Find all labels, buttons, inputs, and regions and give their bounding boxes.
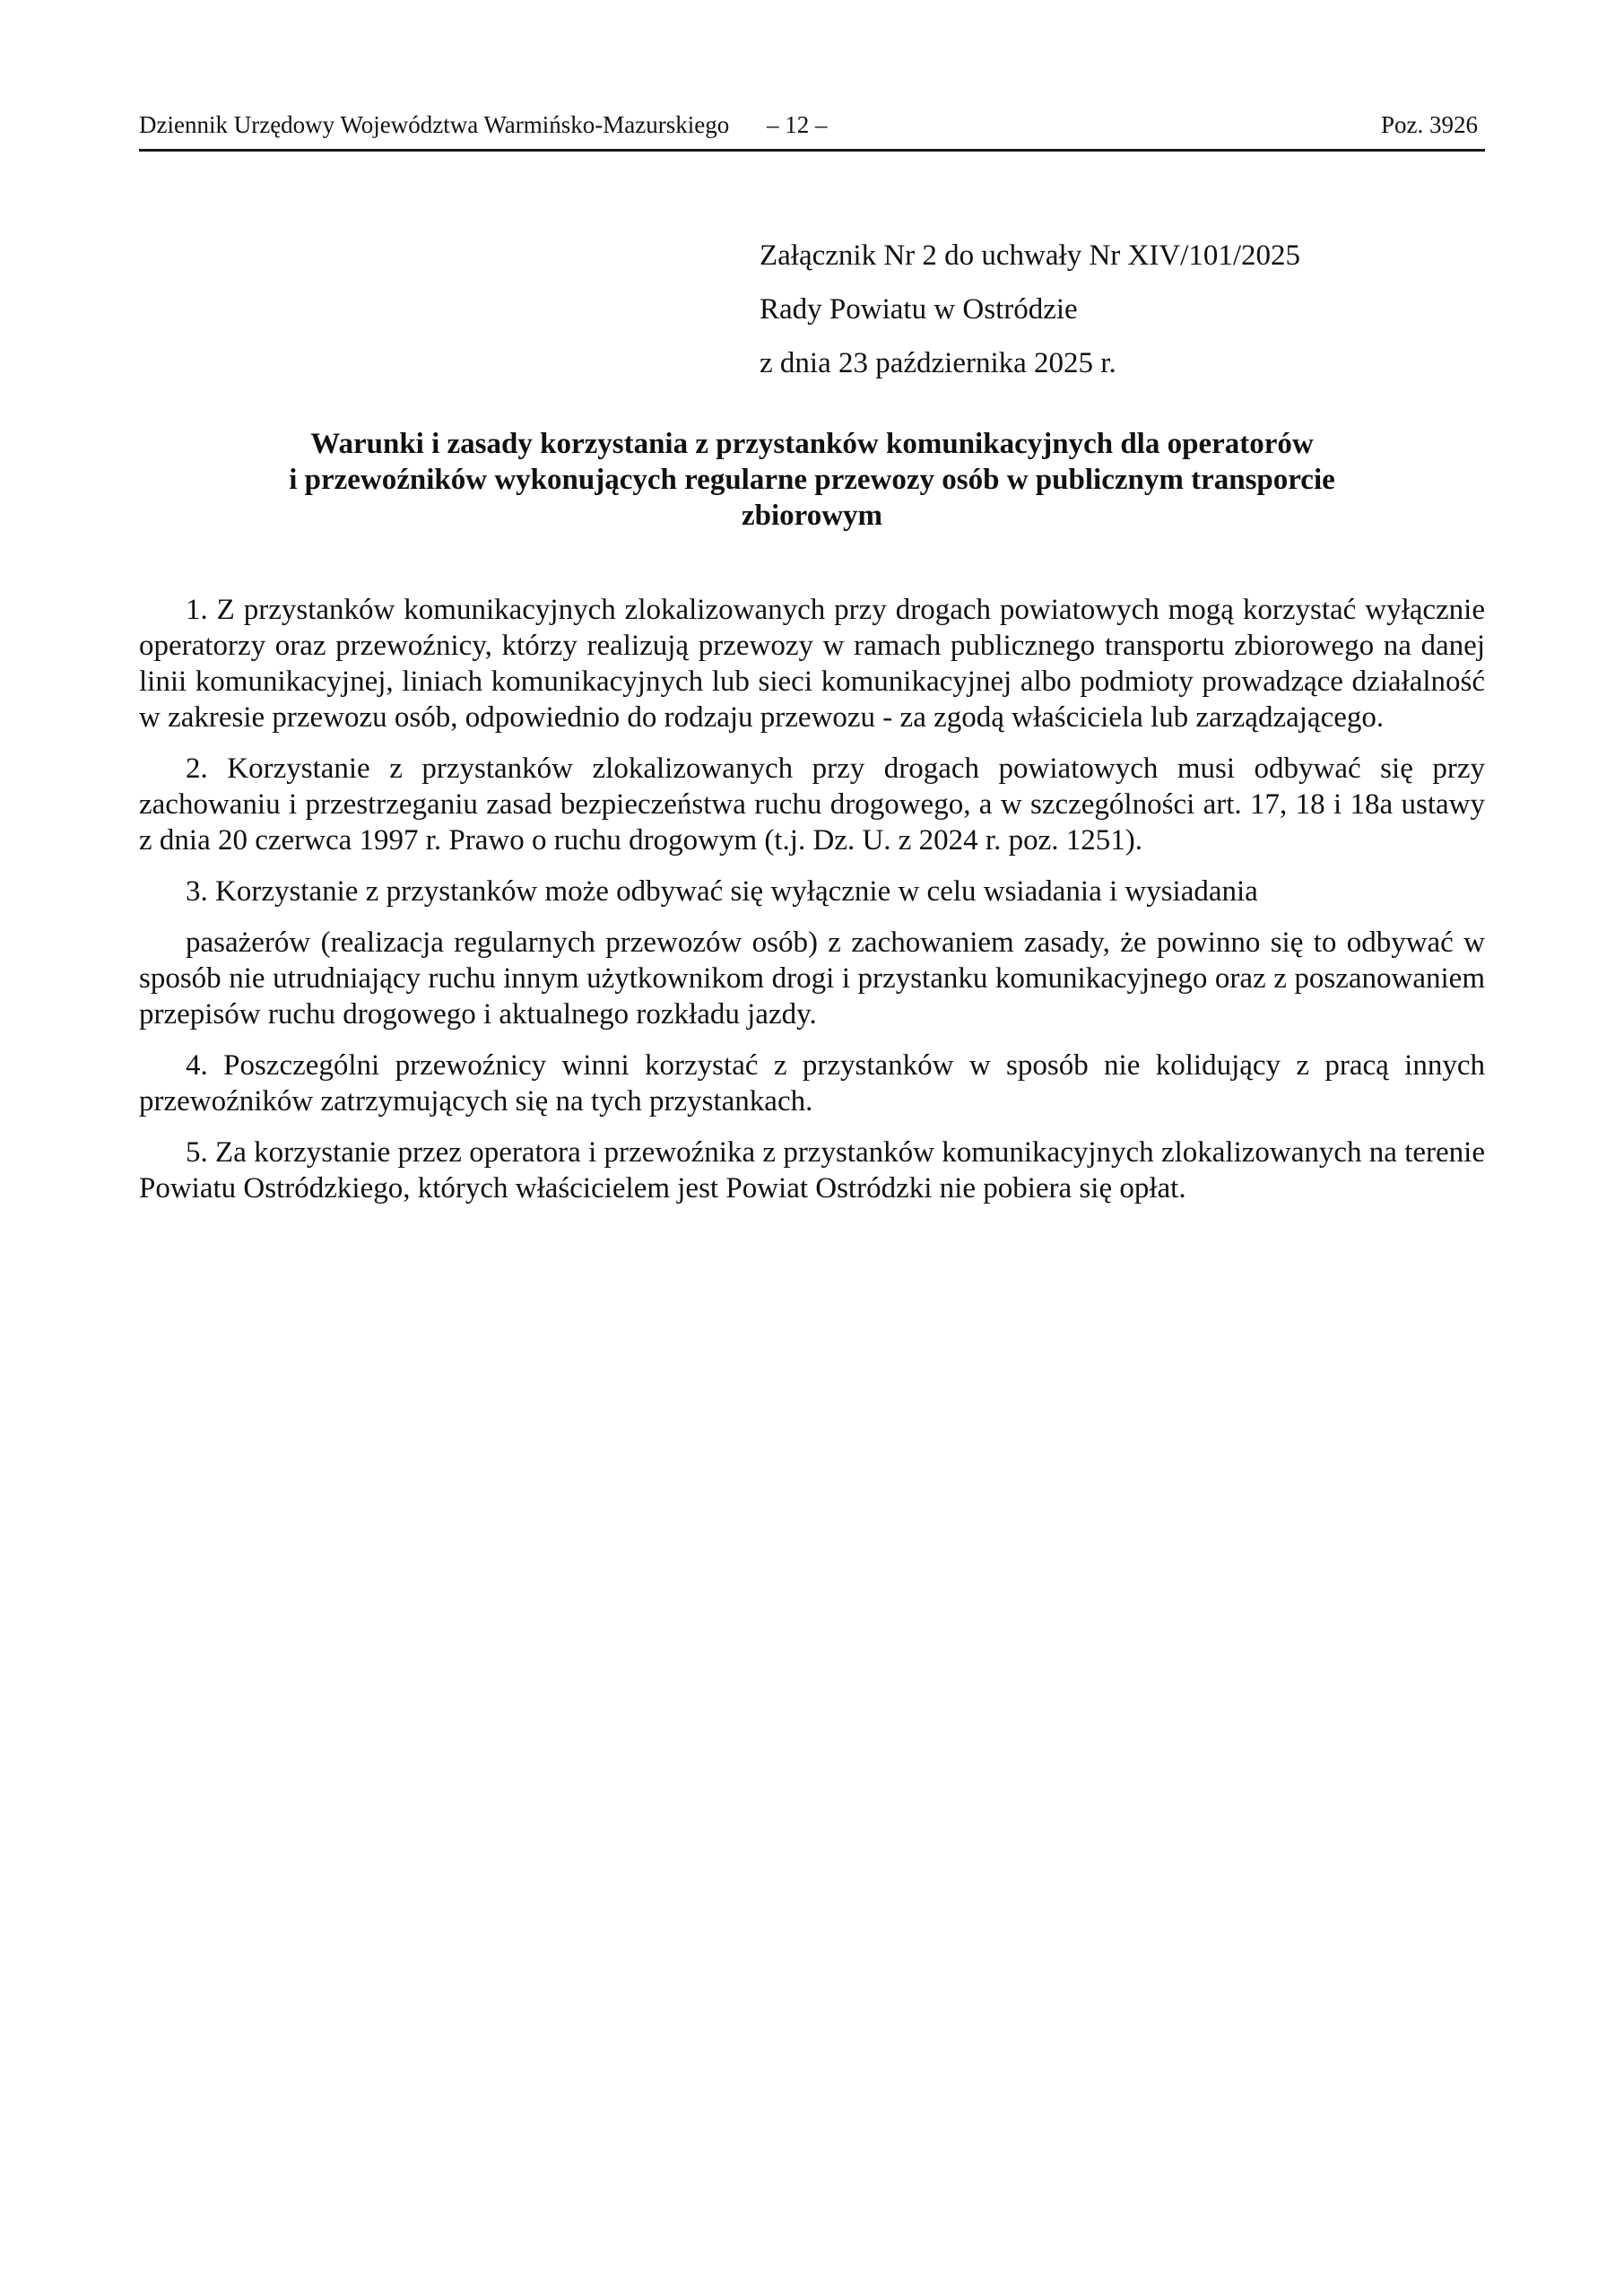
paragraph-4: 4. Poszczególni przewoźnicy winni korzystać z przystanków w sposób nie kolidujący z pracą innych przewoźników zatrzymujących się na tych przystankach.: [139, 1049, 1485, 1118]
paragraph-2: 2. Korzystanie z przystanków zlokalizowanych przy drogach powiatowych musi odbywać się przy zachowaniu i przestrzeganiu zasad bezpieczeństwa ruchu drogowego, a w szczególności art. 17, 18 i 18a ustawy z dnia 20 czerwca 1997 r. Prawo o ruchu drogowym (t.j. Dz. U. z 2024 r. poz. 1251).: [139, 752, 1485, 857]
position-number: Poz. 3926: [1381, 111, 1478, 138]
paragraph-3: 3. Korzystanie z przystanków może odbywać się wyłącznie w celu wsiadania i wysiadania: [186, 875, 1258, 908]
paragraph-1: 1. Z przystanków komunikacyjnych zlokalizowanych przy drogach powiatowych mogą korzystać wyłącznie operatorzy oraz przewoźnicy, którzy realizują przewozy w ramach publicznego transportu zbiorowego na danej linii komunikacyjnej, liniach komunikacyjnych lub sieci komunikacyjnej albo podmioty prowadzące działalność w zakresie przewozu osób, odpowiednio do rodzaju przewozu - za zgodą właściciela lub zarządzającego.: [139, 594, 1485, 734]
running-header: [139, 109, 1485, 152]
paragraph-5: 5. Za korzystanie przez operatora i przewoźnika z przystanków komunikacyjnych zlokalizowanych na terenie Powiatu Ostródzkiego, których właścicielem jest Powiat Ostródzki nie pobiera się opłat.: [139, 1136, 1485, 1205]
journal-title: Dziennik Urzędowy Województwa Warmińsko-Mazurskiego: [139, 111, 730, 138]
title-line-1: Warunki i zasady korzystania z przystanków komunikacyjnych dla operatorów: [310, 428, 1314, 460]
page-number: – 12 –: [767, 111, 828, 138]
attachment-line-1: Załącznik Nr 2 do uchwały Nr XIV/101/2025: [760, 239, 1301, 272]
document-title: [139, 426, 1485, 534]
paragraph-3-continuation: pasażerów (realizacja regularnych przewozów osób) z zachowaniem zasady, że powinno się to odbywać w sposób nie utrudniający ruchu innym użytkownikom drogi i przystanku komunikacyjnego oraz z poszanowaniem przepisów ruchu drogowego i aktualnego rozkładu jazdy.: [139, 926, 1485, 1031]
attachment-reference: [760, 229, 1300, 390]
attachment-line-2: Rady Powiatu w Ostródzie: [760, 293, 1078, 326]
title-line-2: i przewoźników wykonujących regularne przewozy osób w publicznym transporcie: [289, 464, 1335, 496]
document-body: [139, 592, 1485, 1222]
title-line-3: zbiorowym: [741, 500, 883, 532]
attachment-line-3: z dnia 23 października 2025 r.: [760, 347, 1116, 379]
